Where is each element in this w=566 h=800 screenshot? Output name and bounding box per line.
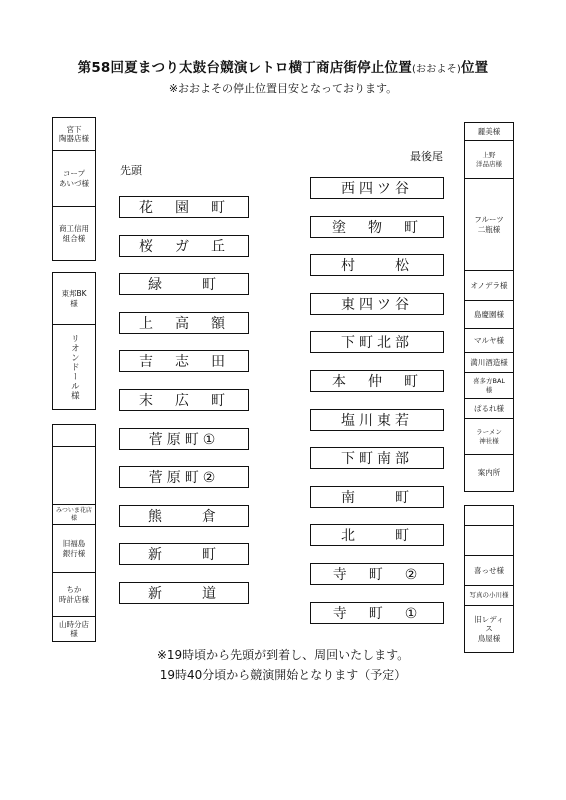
right-slot-4: 東四ツ谷	[310, 293, 444, 315]
note-arrival: ※19時頃から先頭が到着し、周回いたします。	[156, 648, 410, 662]
right-slot-1: 西四ツ谷	[310, 177, 444, 199]
rear-label: 最後尾	[410, 150, 443, 163]
note-start: 19時40分頃から競演開始となります（予定）	[159, 668, 407, 682]
right-slot-7: 塩川東若	[310, 409, 444, 431]
shop-blank-r2	[465, 526, 513, 556]
right-slot-3: 村 松	[310, 254, 444, 276]
front-label: 先頭	[120, 164, 142, 177]
shop-blank-r1	[465, 506, 513, 526]
right-shop-group-2	[464, 505, 514, 653]
shop-shoko: 商工信用 組合様	[59, 224, 89, 243]
shop-miyashita: 宮下 陶器店様	[53, 118, 95, 151]
shop-mitsui: みついま花店様	[53, 505, 95, 525]
right-slot-2: 塗 物 町	[310, 216, 444, 238]
shop-lion-d-or: リオンドール様	[69, 333, 80, 401]
shop-kyu-fukushima: 旧福島 銀行様	[53, 525, 95, 573]
right-shop-group-1	[464, 122, 514, 492]
title-tail: 位置	[460, 60, 489, 76]
shop-blank-1	[53, 425, 95, 447]
info-desk: 案内所	[477, 468, 501, 478]
shop-fruits-nihei: フルーツ 二瓶様	[465, 179, 513, 271]
right-slot-8: 下町南部	[310, 447, 444, 469]
right-slot-6: 本 仲 町	[310, 370, 444, 392]
right-slot-12: 寺 町 ①	[310, 602, 444, 624]
shop-coop: コープ あいづ様	[53, 151, 95, 207]
shop-ueno: 上野 洋品店様	[465, 141, 513, 179]
left-slot-9: 熊 倉	[119, 505, 249, 527]
shop-mitsukawa: 満川酒造様	[465, 353, 513, 373]
left-slot-1: 花 園 町	[119, 196, 249, 218]
left-slot-2: 桜 ガ 丘	[119, 235, 249, 257]
subtitle: ※おおよその停止位置目安となっております。	[168, 82, 398, 95]
right-slot-10: 北 町	[310, 524, 444, 546]
shop-shimakeien: 島慶園様	[465, 301, 513, 329]
shop-toho: 東邦BK 様	[53, 273, 95, 325]
shop-chika: ちか 時計店様	[53, 573, 95, 617]
shop-blank-2	[53, 447, 95, 505]
page-title	[0, 56, 566, 76]
shop-reimi: 麗美様	[465, 123, 513, 141]
shop-kyu-ladies: 旧レディ ス 鳥屋様	[474, 614, 504, 643]
left-slot-4: 上 高 額	[119, 312, 249, 334]
shop-kisse: 喜っせ様	[465, 556, 513, 586]
shop-ramen-jinja: ラーメン 神社様	[465, 419, 513, 455]
left-slot-7: 菅原町①	[119, 428, 249, 450]
left-slot-5: 吉 志 田	[119, 350, 249, 372]
right-slot-5: 下町北部	[310, 331, 444, 353]
right-slot-9: 南 町	[310, 486, 444, 508]
shop-yamatoki: 山時分店 様	[59, 619, 89, 638]
shop-palle: ぱるれ様	[465, 399, 513, 419]
title-main: 第58回夏まつり太鼓台競演レトロ横丁商店街停止位置	[77, 60, 412, 76]
left-slot-8: 菅原町②	[119, 466, 249, 488]
title-small: (おおよそ)	[411, 64, 461, 75]
left-shop-group-2	[52, 272, 96, 410]
left-slot-3: 緑 町	[119, 273, 249, 295]
shop-onodera: オノデラ様	[465, 271, 513, 301]
left-slot-11: 新 道	[119, 582, 249, 604]
left-shop-group-1	[52, 117, 96, 261]
shop-maruya: マルヤ様	[465, 329, 513, 353]
shop-photo-ogawa: 写真の小川様	[465, 586, 513, 606]
left-slot-10: 新 町	[119, 543, 249, 565]
left-shop-group-3	[52, 424, 96, 642]
shop-kitakata-bal: 喜多方BAL 様	[465, 373, 513, 399]
right-slot-11: 寺 町 ②	[310, 563, 444, 585]
left-slot-6: 末 広 町	[119, 389, 249, 411]
